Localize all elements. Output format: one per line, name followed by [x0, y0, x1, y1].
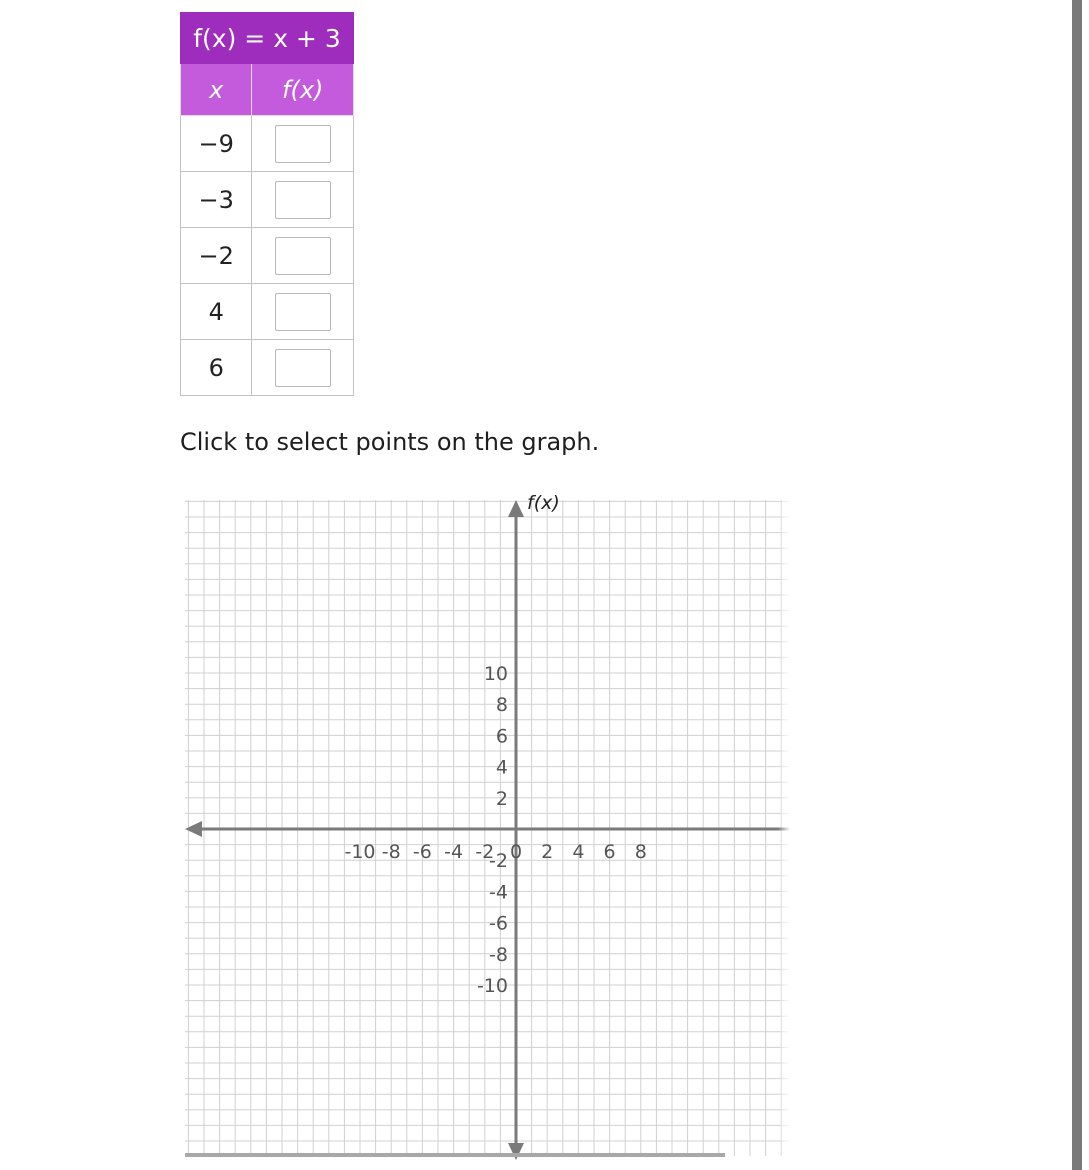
x-tick-label: 8	[634, 841, 647, 863]
instruction-text: Click to select points on the graph.	[180, 428, 600, 456]
graph-fade-overlay	[690, 488, 790, 1170]
function-table	[180, 12, 354, 396]
fx-input[interactable]	[275, 293, 331, 331]
table-title: f(x) = x + 3	[181, 13, 354, 64]
x-tick-label: 2	[541, 841, 554, 863]
table-row	[181, 284, 354, 340]
table-row	[181, 228, 354, 284]
x-value: 4	[181, 284, 252, 340]
y-tick-label: -6	[489, 912, 508, 935]
table-row	[181, 116, 354, 172]
coordinate-graph[interactable]	[170, 488, 790, 1170]
column-header-fx: f(x)	[252, 64, 354, 116]
y-axis-label: f(x)	[527, 492, 560, 514]
x-tick-label: 4	[572, 841, 585, 863]
table-row	[181, 172, 354, 228]
x-tick-label: -10	[344, 841, 376, 863]
x-tick-label: -8	[381, 841, 401, 863]
y-axis-arrow-down	[508, 1143, 524, 1160]
x-value: −9	[181, 116, 252, 172]
y-tick-label: 2	[495, 787, 508, 810]
y-tick-label: -2	[489, 850, 508, 873]
y-tick-label: 8	[495, 694, 508, 717]
x-tick-label: -6	[412, 841, 432, 863]
y-tick-label: 10	[483, 663, 508, 685]
y-tick-label: -10	[476, 975, 508, 997]
x-tick-label: -2	[475, 841, 495, 863]
x-tick-label: -4	[444, 841, 464, 863]
x-value: 6	[181, 340, 252, 396]
x-value: −3	[181, 172, 252, 228]
x-tick-label: 6	[603, 841, 616, 863]
scrollbar[interactable]	[1072, 0, 1082, 1170]
column-header-x: x	[181, 64, 252, 116]
table-row	[181, 340, 354, 396]
x-axis-arrow-left	[185, 821, 202, 837]
y-axis-arrow-up	[508, 500, 524, 517]
y-tick-label: -4	[489, 881, 508, 904]
x-value: −2	[181, 228, 252, 284]
y-tick-label: 6	[495, 725, 508, 748]
fx-input[interactable]	[275, 181, 331, 219]
x-tick-label: 0	[509, 841, 523, 863]
fx-input[interactable]	[275, 349, 331, 387]
fx-input[interactable]	[275, 125, 331, 163]
y-tick-label: -8	[489, 943, 508, 966]
y-tick-label: 4	[495, 756, 508, 779]
fx-input[interactable]	[275, 237, 331, 275]
